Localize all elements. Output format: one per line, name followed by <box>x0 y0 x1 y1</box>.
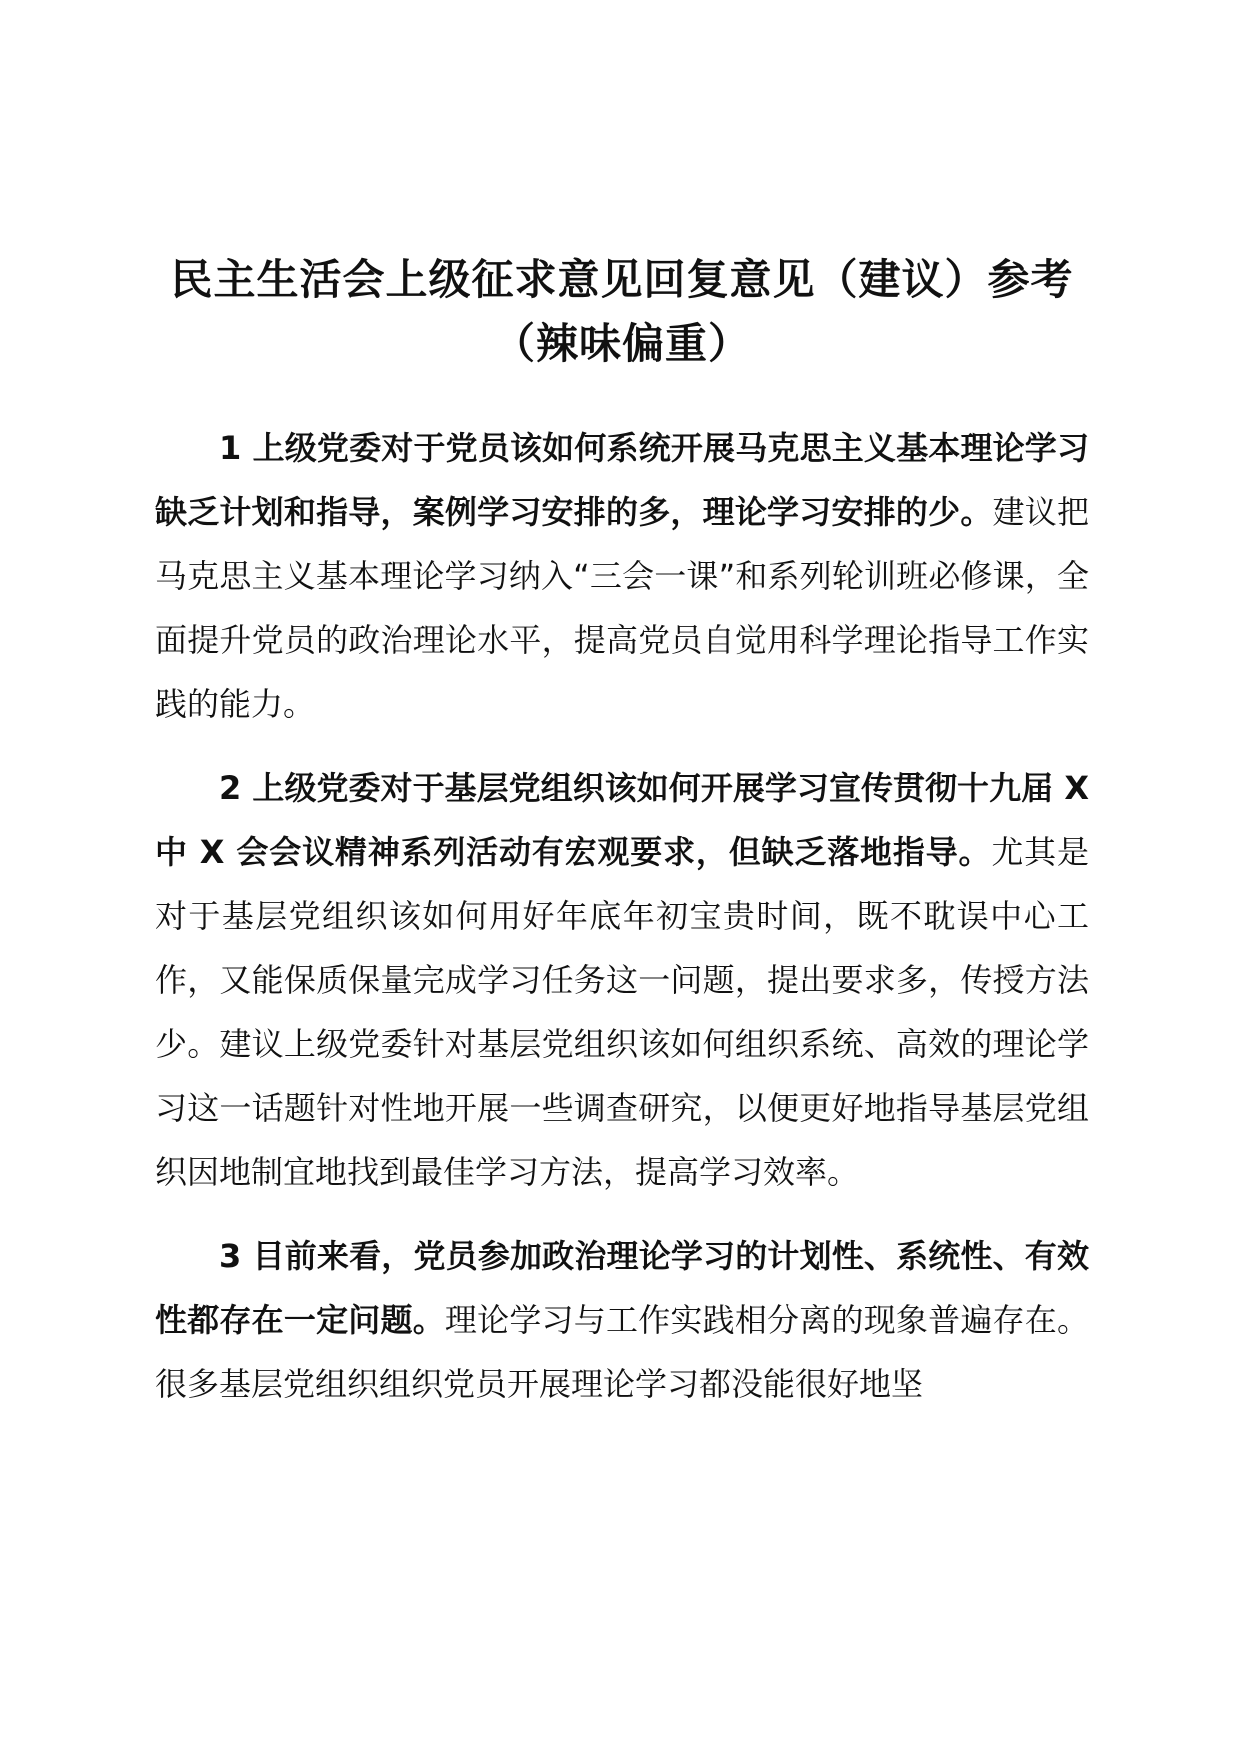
document-title: 民主生活会上级征求意见回复意见（建议）参考（辣味偏重） <box>170 255 1074 368</box>
paragraph-2-lead: 2 上级党委对于基层党组织该如何开展学习宣传贯彻十九届 X 中 X 会会议精神系列活动有宏观要求，但缺乏落地指导。 <box>155 769 1089 871</box>
paragraph-2 <box>155 756 1089 1204</box>
paragraph-1-lead: 1 上级党委对于党员该如何系统开展马克思主义基本理论学习缺乏计划和指导，案例学习安排的多，理论学习安排的少。 <box>155 429 1089 531</box>
paragraph-3 <box>155 1224 1089 1416</box>
paragraph-1 <box>155 416 1089 736</box>
paragraph-2-body: 尤其是对于基层党组织该如何用好年底年初宝贵时间，既不耽误中心工作，又能保质保量完成学习任务这一问题，提出要求多，传授方法少。建议上级党委针对基层党组织该如何组织系统、高效的理论学习这一话题针对性地开展一些调查研究，以便更好地指导基层党组织因地制宜地找到最佳学习方法，提高学习效率。 <box>155 833 1089 1191</box>
paragraph-3-body: 理论学习与工作实践相分离的现象普遍存在。很多基层党组织组织党员开展理论学习都没能很好地坚 <box>155 1301 1089 1403</box>
document-page <box>155 248 1089 1416</box>
paragraph-1-body: 建议把马克思主义基本理论学习纳入“三会一课”和系列轮训班必修课，全面提升党员的政治理论水平，提高党员自觉用科学理论指导工作实践的能力。 <box>155 493 1089 723</box>
paragraph-3-lead: 3 目前来看，党员参加政治理论学习的计划性、系统性、有效性都存在一定问题。 <box>155 1237 1089 1339</box>
